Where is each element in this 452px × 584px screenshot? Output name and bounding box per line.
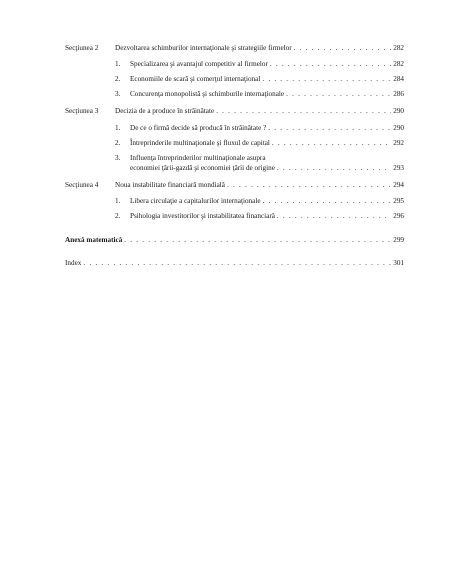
annex-page: 299 <box>393 236 404 244</box>
section-4-page: 294 <box>393 181 404 189</box>
item-page: 295 <box>393 197 404 205</box>
toc-entry-section-2[interactable] <box>115 44 404 53</box>
item-title-line1: Influenţa întreprinderilor multinaţionale asupra <box>130 154 266 162</box>
leader-dots <box>124 236 391 245</box>
section-3-title: Decizia de a produce în străinătate <box>115 107 215 115</box>
index-page: 301 <box>393 259 404 267</box>
section-4-label: Secţiunea 4 <box>65 181 99 189</box>
toc-entry-section-4[interactable] <box>115 181 404 190</box>
item-page: 296 <box>393 212 404 220</box>
toc-entry-index[interactable] <box>65 259 404 268</box>
item-number: 3. <box>115 154 121 162</box>
item-title: Libera circulaţie a capitalurilor internaţionale <box>130 197 261 205</box>
leader-dots <box>262 75 391 84</box>
item-title: Specializarea şi avantajul competitiv al firmelor <box>130 60 268 68</box>
item-title: Psihologia investitorilor şi instabilitatea financiară <box>130 212 275 220</box>
item-title: Economiile de scară şi comerţul internaţional <box>130 75 261 83</box>
section-3-page: 290 <box>393 107 404 115</box>
leader-dots <box>227 181 391 190</box>
item-title: Concurenţa monopolistă şi schimburile internaţionale <box>130 90 285 98</box>
section-2-page: 282 <box>393 44 404 52</box>
item-title: economiei ţării-gazdă şi economiei ţării de origine <box>130 164 275 172</box>
item-number: 3. <box>115 90 121 98</box>
item-page: 290 <box>393 124 404 132</box>
item-page: 292 <box>393 139 404 147</box>
item-page: 293 <box>393 164 404 172</box>
toc-entry-s3-3[interactable] <box>130 164 404 173</box>
toc-entry-annex[interactable] <box>65 236 404 245</box>
leader-dots <box>270 60 391 69</box>
toc-entry-s2-2[interactable] <box>130 75 404 84</box>
toc-entry-s3-2[interactable] <box>130 139 404 148</box>
leader-dots <box>272 139 391 148</box>
section-4-title: Noua instabilitate financiară mondială <box>115 181 225 189</box>
toc-entry-s3-1[interactable] <box>130 124 404 133</box>
section-2-label: Secţiunea 2 <box>65 44 99 52</box>
item-number: 2. <box>115 139 121 147</box>
item-title: Întreprinderile multinaţionale şi fluxul de capital <box>130 139 270 147</box>
toc-entry-s4-1[interactable] <box>130 197 404 206</box>
section-3-label: Secţiunea 3 <box>65 107 99 115</box>
leader-dots <box>286 90 391 99</box>
leader-dots <box>83 259 391 268</box>
item-number: 2. <box>115 75 121 83</box>
annex-title: Anexă matematică <box>65 236 123 244</box>
leader-dots <box>277 164 391 173</box>
toc-entry-s2-1[interactable] <box>130 60 404 69</box>
item-number: 1. <box>115 197 121 205</box>
toc-entry-s4-2[interactable] <box>130 212 404 221</box>
leader-dots <box>216 107 391 116</box>
leader-dots <box>294 44 392 53</box>
leader-dots <box>268 124 391 133</box>
item-page: 286 <box>393 90 404 98</box>
item-number: 1. <box>115 60 121 68</box>
toc-entry-s2-3[interactable] <box>130 90 404 99</box>
leader-dots <box>277 212 391 221</box>
leader-dots <box>263 197 392 206</box>
item-title: De ce o firmă decide să producă în străinătate ? <box>130 124 267 132</box>
section-2-title: Dezvoltarea schimburilor internaţionale şi strategiile firmelor <box>115 44 292 52</box>
item-page: 282 <box>393 60 404 68</box>
toc-entry-section-3[interactable] <box>115 107 404 116</box>
index-title: Index <box>65 259 82 267</box>
item-number: 1. <box>115 124 121 132</box>
item-page: 284 <box>393 75 404 83</box>
item-number: 2. <box>115 212 121 220</box>
